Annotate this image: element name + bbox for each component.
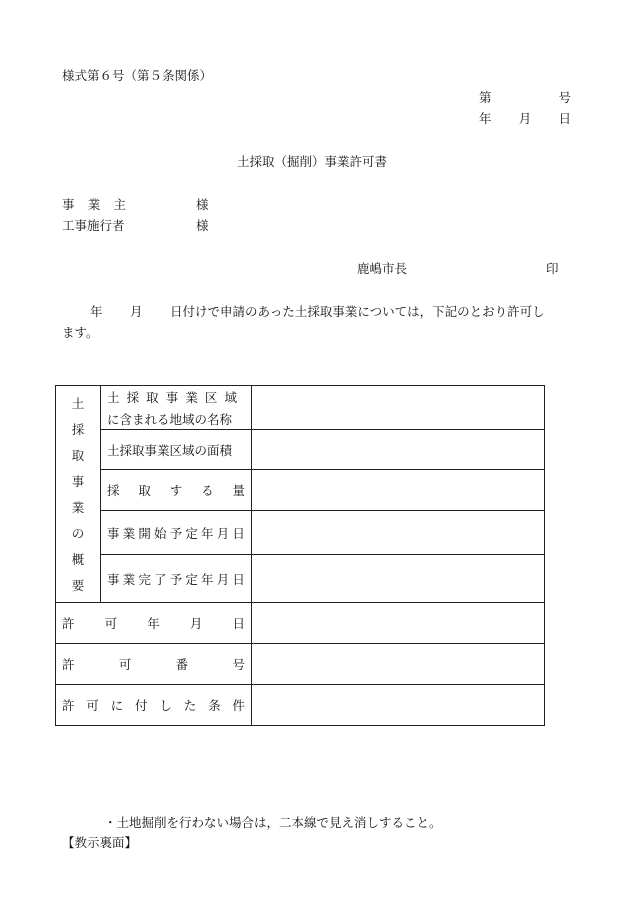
group-label-char: 概 [71,552,85,567]
form-number: 様式第６号（第５条関係） [62,68,213,83]
quantity-label: 採 取 す る 量 [101,470,252,511]
document-title: 土採取（掘削）事業許可書 [237,154,388,169]
start-date-label: 事 業 開 始 予 定 年 月 日 [101,511,252,555]
contractor-honorific: 様 [196,218,209,233]
permit-number-label: 許 可 番 号 [56,644,252,685]
area-name-value[interactable] [252,386,545,430]
date-month: 月 [518,111,532,126]
issuer-seal: 印 [546,261,559,276]
operator-label-char: 業 [87,197,101,212]
contractor-label: 工事施行者 [62,218,125,233]
group-label-char: 採 [71,422,85,437]
document-number-suffix: 号 [558,90,571,105]
group-label-char: 要 [71,578,85,593]
body-text-line1: 日付けで申請のあった土採取事業については，下記のとおり許可し [170,304,545,319]
group-label-cell [56,386,101,603]
operator-label-char: 主 [113,197,126,212]
footer-label: 【教示裏面】 [62,835,138,850]
document-number-prefix: 第 [479,90,492,105]
group-label-char: 土 [71,396,85,411]
conditions-value[interactable] [252,685,545,726]
document-date [479,113,571,126]
body-month: 月 [130,304,143,319]
permit-number-value[interactable] [252,644,545,685]
body-text-line2: ます。 [62,325,99,340]
group-label-char: 事 [71,474,85,489]
issuer-name: 鹿嶋市長 [357,261,408,276]
group-label-char: 業 [71,500,85,515]
body-year: 年 [90,304,103,319]
operator-honorific: 様 [196,197,209,212]
area-name-label: 土 採 取 事 業 区 域 に含まれる地域の名称 [101,386,252,430]
operator-label-char: 事 [62,197,75,212]
permit-date-value[interactable] [252,603,545,644]
end-date-label: 事 業 完 了 予 定 年 月 日 [101,555,252,603]
date-day: 日 [558,111,571,126]
area-size-label: 土採取事業区域の面積 [101,430,252,470]
operator-label [62,199,126,212]
permit-outline-table [55,385,545,726]
start-date-value[interactable] [252,511,545,555]
group-label-char: の [71,526,85,541]
date-year: 年 [479,111,492,126]
end-date-value[interactable] [252,555,545,603]
document-number [479,92,571,105]
permit-date-label: 許 可 年 月 日 [56,603,252,644]
group-label-char: 取 [71,448,85,463]
footnote: ・土地掘削を行わない場合は，二本線で見え消しすること。 [104,815,442,830]
area-size-value[interactable] [252,430,545,470]
conditions-label: 許 可 に 付 し た 条 件 [56,685,252,726]
quantity-value[interactable] [252,470,545,511]
